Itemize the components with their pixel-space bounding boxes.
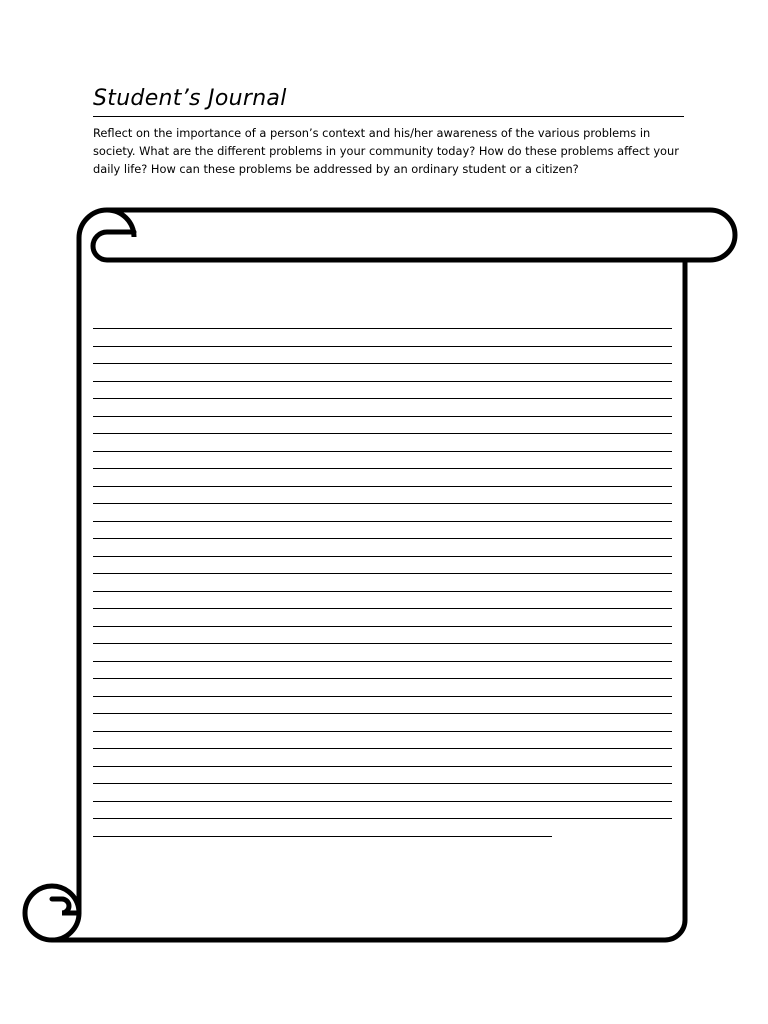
writing-line[interactable] xyxy=(93,591,672,609)
writing-line[interactable] xyxy=(93,416,672,434)
writing-line[interactable] xyxy=(93,381,672,399)
writing-line[interactable] xyxy=(93,626,672,644)
writing-line[interactable] xyxy=(93,713,672,731)
writing-line[interactable] xyxy=(93,696,672,714)
page-title: Student’s Journal xyxy=(93,86,287,111)
writing-line[interactable] xyxy=(93,766,672,784)
scroll-top-roll xyxy=(107,210,735,260)
writing-line[interactable] xyxy=(93,608,672,626)
scroll-top-curl xyxy=(93,232,134,260)
writing-line-last[interactable] xyxy=(93,836,552,854)
writing-line[interactable] xyxy=(93,521,672,539)
writing-line[interactable] xyxy=(93,573,672,591)
writing-line[interactable] xyxy=(93,363,672,381)
writing-line[interactable] xyxy=(93,538,672,556)
writing-line[interactable] xyxy=(93,678,672,696)
writing-line[interactable] xyxy=(93,346,672,364)
writing-line[interactable] xyxy=(93,731,672,749)
writing-line[interactable] xyxy=(93,433,672,451)
writing-lines[interactable] xyxy=(93,328,672,853)
writing-line[interactable] xyxy=(93,468,672,486)
writing-line[interactable] xyxy=(93,451,672,469)
journal-instructions: Reflect on the importance of a person’s context and his/her awareness of the various problems in society. What are the different problems in your community today? How do these problems affect your daily life? How can these problems be addressed by an ordinary student or a citizen? xyxy=(93,126,679,176)
writing-line[interactable] xyxy=(93,503,672,521)
writing-line[interactable] xyxy=(93,328,672,346)
writing-line[interactable] xyxy=(93,783,672,801)
writing-line[interactable] xyxy=(93,556,672,574)
writing-line[interactable] xyxy=(93,661,672,679)
writing-line[interactable] xyxy=(93,801,672,819)
writing-line[interactable] xyxy=(93,643,672,661)
writing-line[interactable] xyxy=(93,486,672,504)
writing-line[interactable] xyxy=(93,748,672,766)
writing-line[interactable] xyxy=(93,818,672,836)
writing-line[interactable] xyxy=(93,398,672,416)
